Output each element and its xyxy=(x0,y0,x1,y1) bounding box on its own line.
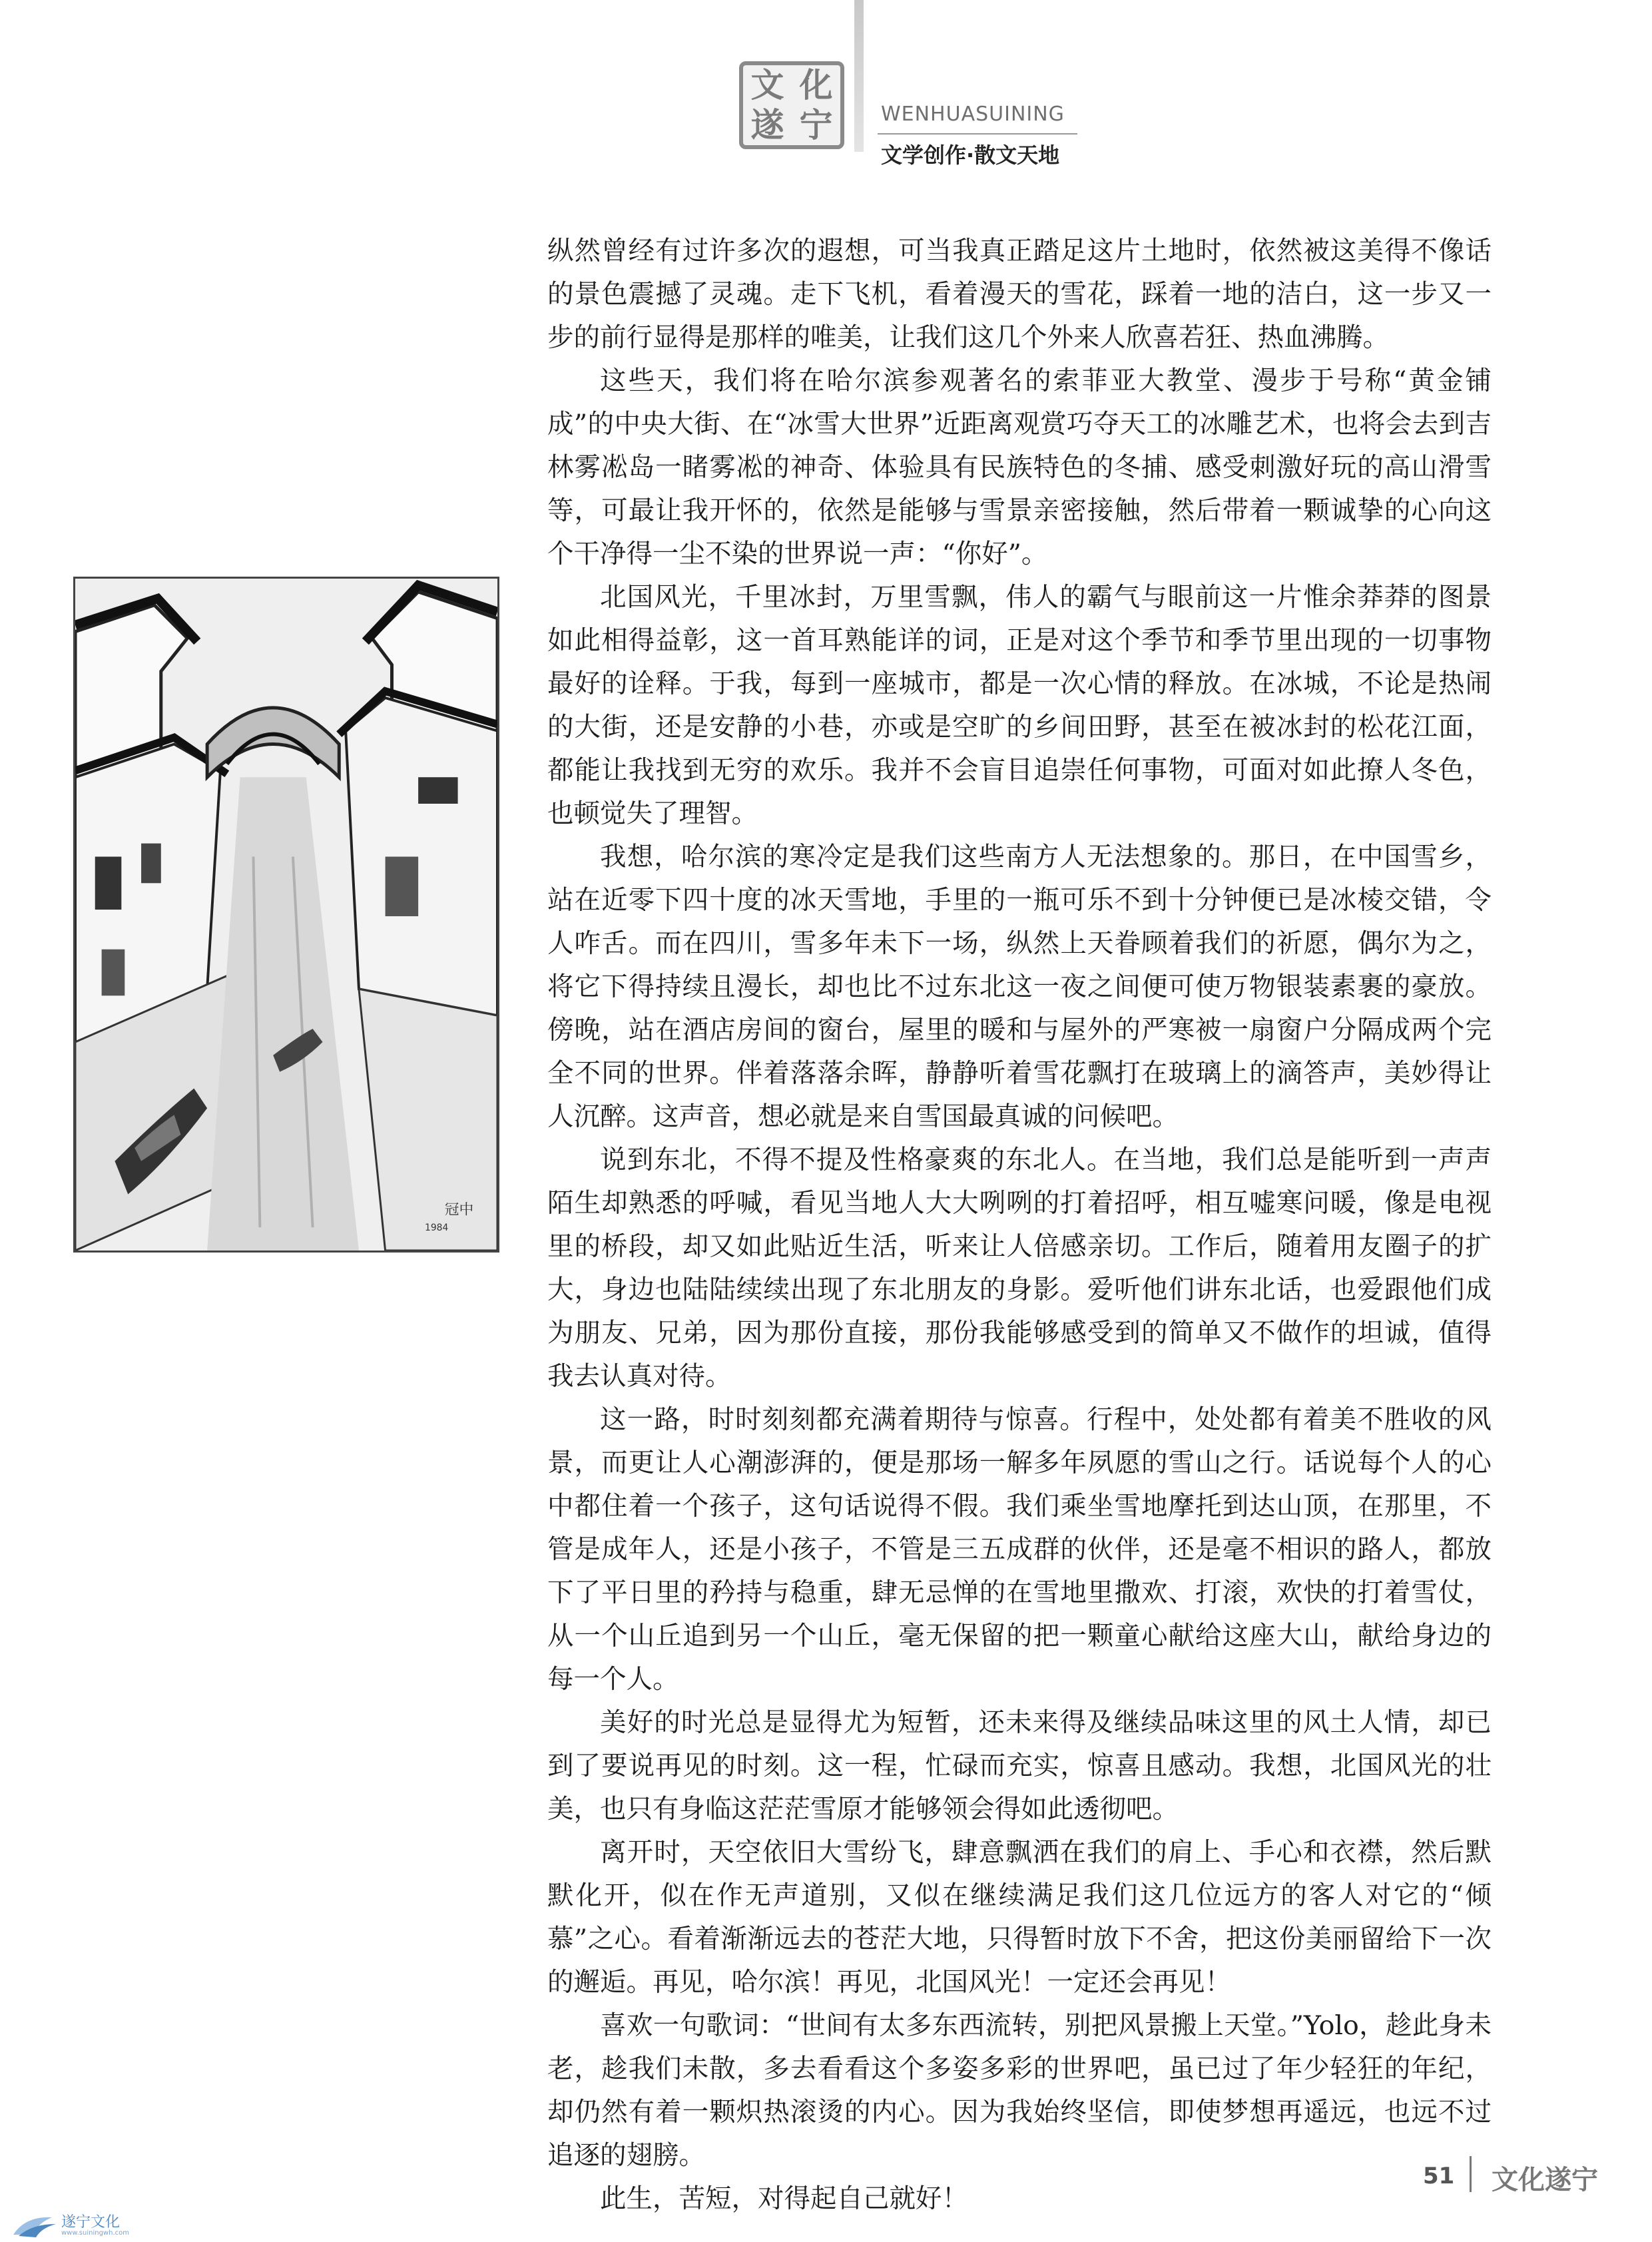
article-paragraph: 这一路，时时刻刻都充满着期待与惊喜。行程中，处处都有着美不胜收的风景，而更让人心潮澎湃的，便是那场一解多年夙愿的雪山之行。话说每个人的心中都住着一个孩子，这句话说得不假。我们乘坐雪地摩托到达山顶，在那里，不管是成年人，还是小孩子，不管是三五成群的伙伴，还是毫不相识的路人，都放下了平日里的矜持与稳重，肆无忌惮的在雪地里撒欢、打滚，欢快的打着雪仗，从一个山丘追到另一个山丘，毫无保留的把一颗童心献给这座大山，献给身边的每一个人。 xyxy=(547,1404,1492,1695)
svg-text:冠中: 冠中 xyxy=(444,1201,474,1219)
ink-painting-illustration xyxy=(73,577,499,1253)
article-paragraph: 我想，哈尔滨的寒冷定是我们这些南方人无法想象的。那日，在中国雪乡，站在近零下四十度的冰天雪地，手里的一瓶可乐不到十分钟便已是冰棱交错，令人咋舌。而在四川，雪多年未下一场，纵然上天眷顾着我们的祈愿，偶尔为之，将它下得持续且漫长，却也比不过东北这一夜之间便可使万物银装素裹的豪放。傍晚，站在酒店房间的窗台，屋里的暖和与屋外的严寒被一扇窗户分隔成两个完全不同的世界。伴着落落余晖，静静听着雪花飘打在玻璃上的滴答声，美妙得让人沉醉。这声音，想必就是来自雪国最真诚的问候吧。 xyxy=(547,842,1492,1132)
section-title: 文学创作·散文天地 xyxy=(881,142,1060,168)
logo-char-4: 宁 xyxy=(799,105,833,144)
article-body xyxy=(547,230,1492,2221)
magazine-logo xyxy=(739,61,844,149)
article-paragraph: 说到东北，不得不提及性格豪爽的东北人。在当地，我们总是能听到一声声陌生却熟悉的呼喊，看见当地人大大咧咧的打着招呼，相互嘘寒问暖，像是电视里的桥段，却又如此贴近生活，听来让人倍感亲切。工作后，随着用友圈子的扩大，身边也陆陆续续出现了东北朋友的身影。爱听他们讲东北话，也爱跟他们成为朋友、兄弟，因为那份直接，那份我能够感受到的简单又不做作的坦诚，值得我去认真对待。 xyxy=(547,1145,1492,1392)
logo-char-1: 文 xyxy=(750,65,784,105)
svg-text:1984: 1984 xyxy=(425,1223,449,1234)
logo-char-3: 遂 xyxy=(750,105,784,144)
header-divider xyxy=(878,133,1077,135)
page-number: 51 xyxy=(1423,2163,1455,2189)
watermark-url: www.suiningwh.com xyxy=(61,2229,129,2237)
article-paragraph: 这些天，我们将在哈尔滨参观著名的索菲亚大教堂、漫步于号称“黄金铺成”的中央大街、在“冰雪大世界”近距离观赏巧夺天工的冰雕艺术，也将会去到吉林雾凇岛一睹雾凇的神奇、体验具有民族特色的冬捕、感受刺激好玩的高山滑雪等，可最让我开怀的，依然是能够与雪景亲密接触，然后带着一颗诚挚的心向这个干净得一尘不染的世界说一声：“你好”。 xyxy=(547,366,1492,569)
footer-divider xyxy=(1470,2156,1472,2192)
article-paragraph: 北国风光，千里冰封，万里雪飘，伟人的霸气与眼前这一片惟余莽莽的图景如此相得益彰，这一首耳熟能详的词，正是对这个季节和季节里出现的一切事物最好的诠释。于我，每到一座城市，都是一次心情的释放。在冰城，不论是热闹的大街，还是安静的小巷，亦或是空旷的乡间田野，甚至在被冰封的松花江面，都能让我找到无穷的欢乐。我并不会盲目追崇任何事物，可面对如此撩人冬色，也顿觉失了理智。 xyxy=(547,582,1492,829)
article-paragraph: 纵然曾经有过许多次的遐想，可当我真正踏足这片土地时，依然被这美得不像话的景色震撼了灵魂。走下飞机，看着漫天的雪花，踩着一地的洁白，这一步又一步的前行显得是那样的唯美，让我们这几个外来人欣喜若狂、热血沸腾。 xyxy=(547,236,1492,353)
logo-char-2: 化 xyxy=(799,65,833,105)
header-vertical-rule xyxy=(854,0,864,152)
footer-magazine-name: 文化遂宁 xyxy=(1492,2164,1598,2195)
watermark-logo xyxy=(12,2215,165,2239)
article-paragraph: 此生，苦短，对得起自己就好！ xyxy=(600,2183,968,2214)
series-english-title: WENHUASUINING xyxy=(881,103,1065,126)
watermark-name: 遂宁文化 xyxy=(61,2214,121,2231)
watertown-painting xyxy=(75,579,497,1251)
article-paragraph: 喜欢一句歌词：“世间有太多东西流转，别把风景搬上天堂。”Yolo，趁此身未老，趁我们未散，多去看看这个多姿多彩的世界吧，虽已过了年少轻狂的年纪，却仍然有着一颗炽热滚烫的内心。因为我始终坚信，即使梦想再遥远，也远不过追逐的翅膀。 xyxy=(547,2010,1492,2171)
article-paragraph: 离开时，天空依旧大雪纷飞，肆意飘洒在我们的肩上、手心和衣襟，然后默默化开，似在作无声道别，又似在继续满足我们这几位远方的客人对它的“倾慕”之心。看着渐渐远去的苍茫大地，只得暂时放下不舍，把这份美丽留给下一次的邂逅。再见，哈尔滨！再见，北国风光！一定还会再见！ xyxy=(547,1837,1492,1998)
article-paragraph: 美好的时光总是显得尤为短暂，还未来得及继续品味这里的风土人情，却已到了要说再见的时刻。这一程，忙碌而充实，惊喜且感动。我想，北国风光的壮美，也只有身临这茫茫雪原才能够领会得如此透彻吧。 xyxy=(547,1707,1492,1824)
wing-icon xyxy=(12,2215,59,2239)
